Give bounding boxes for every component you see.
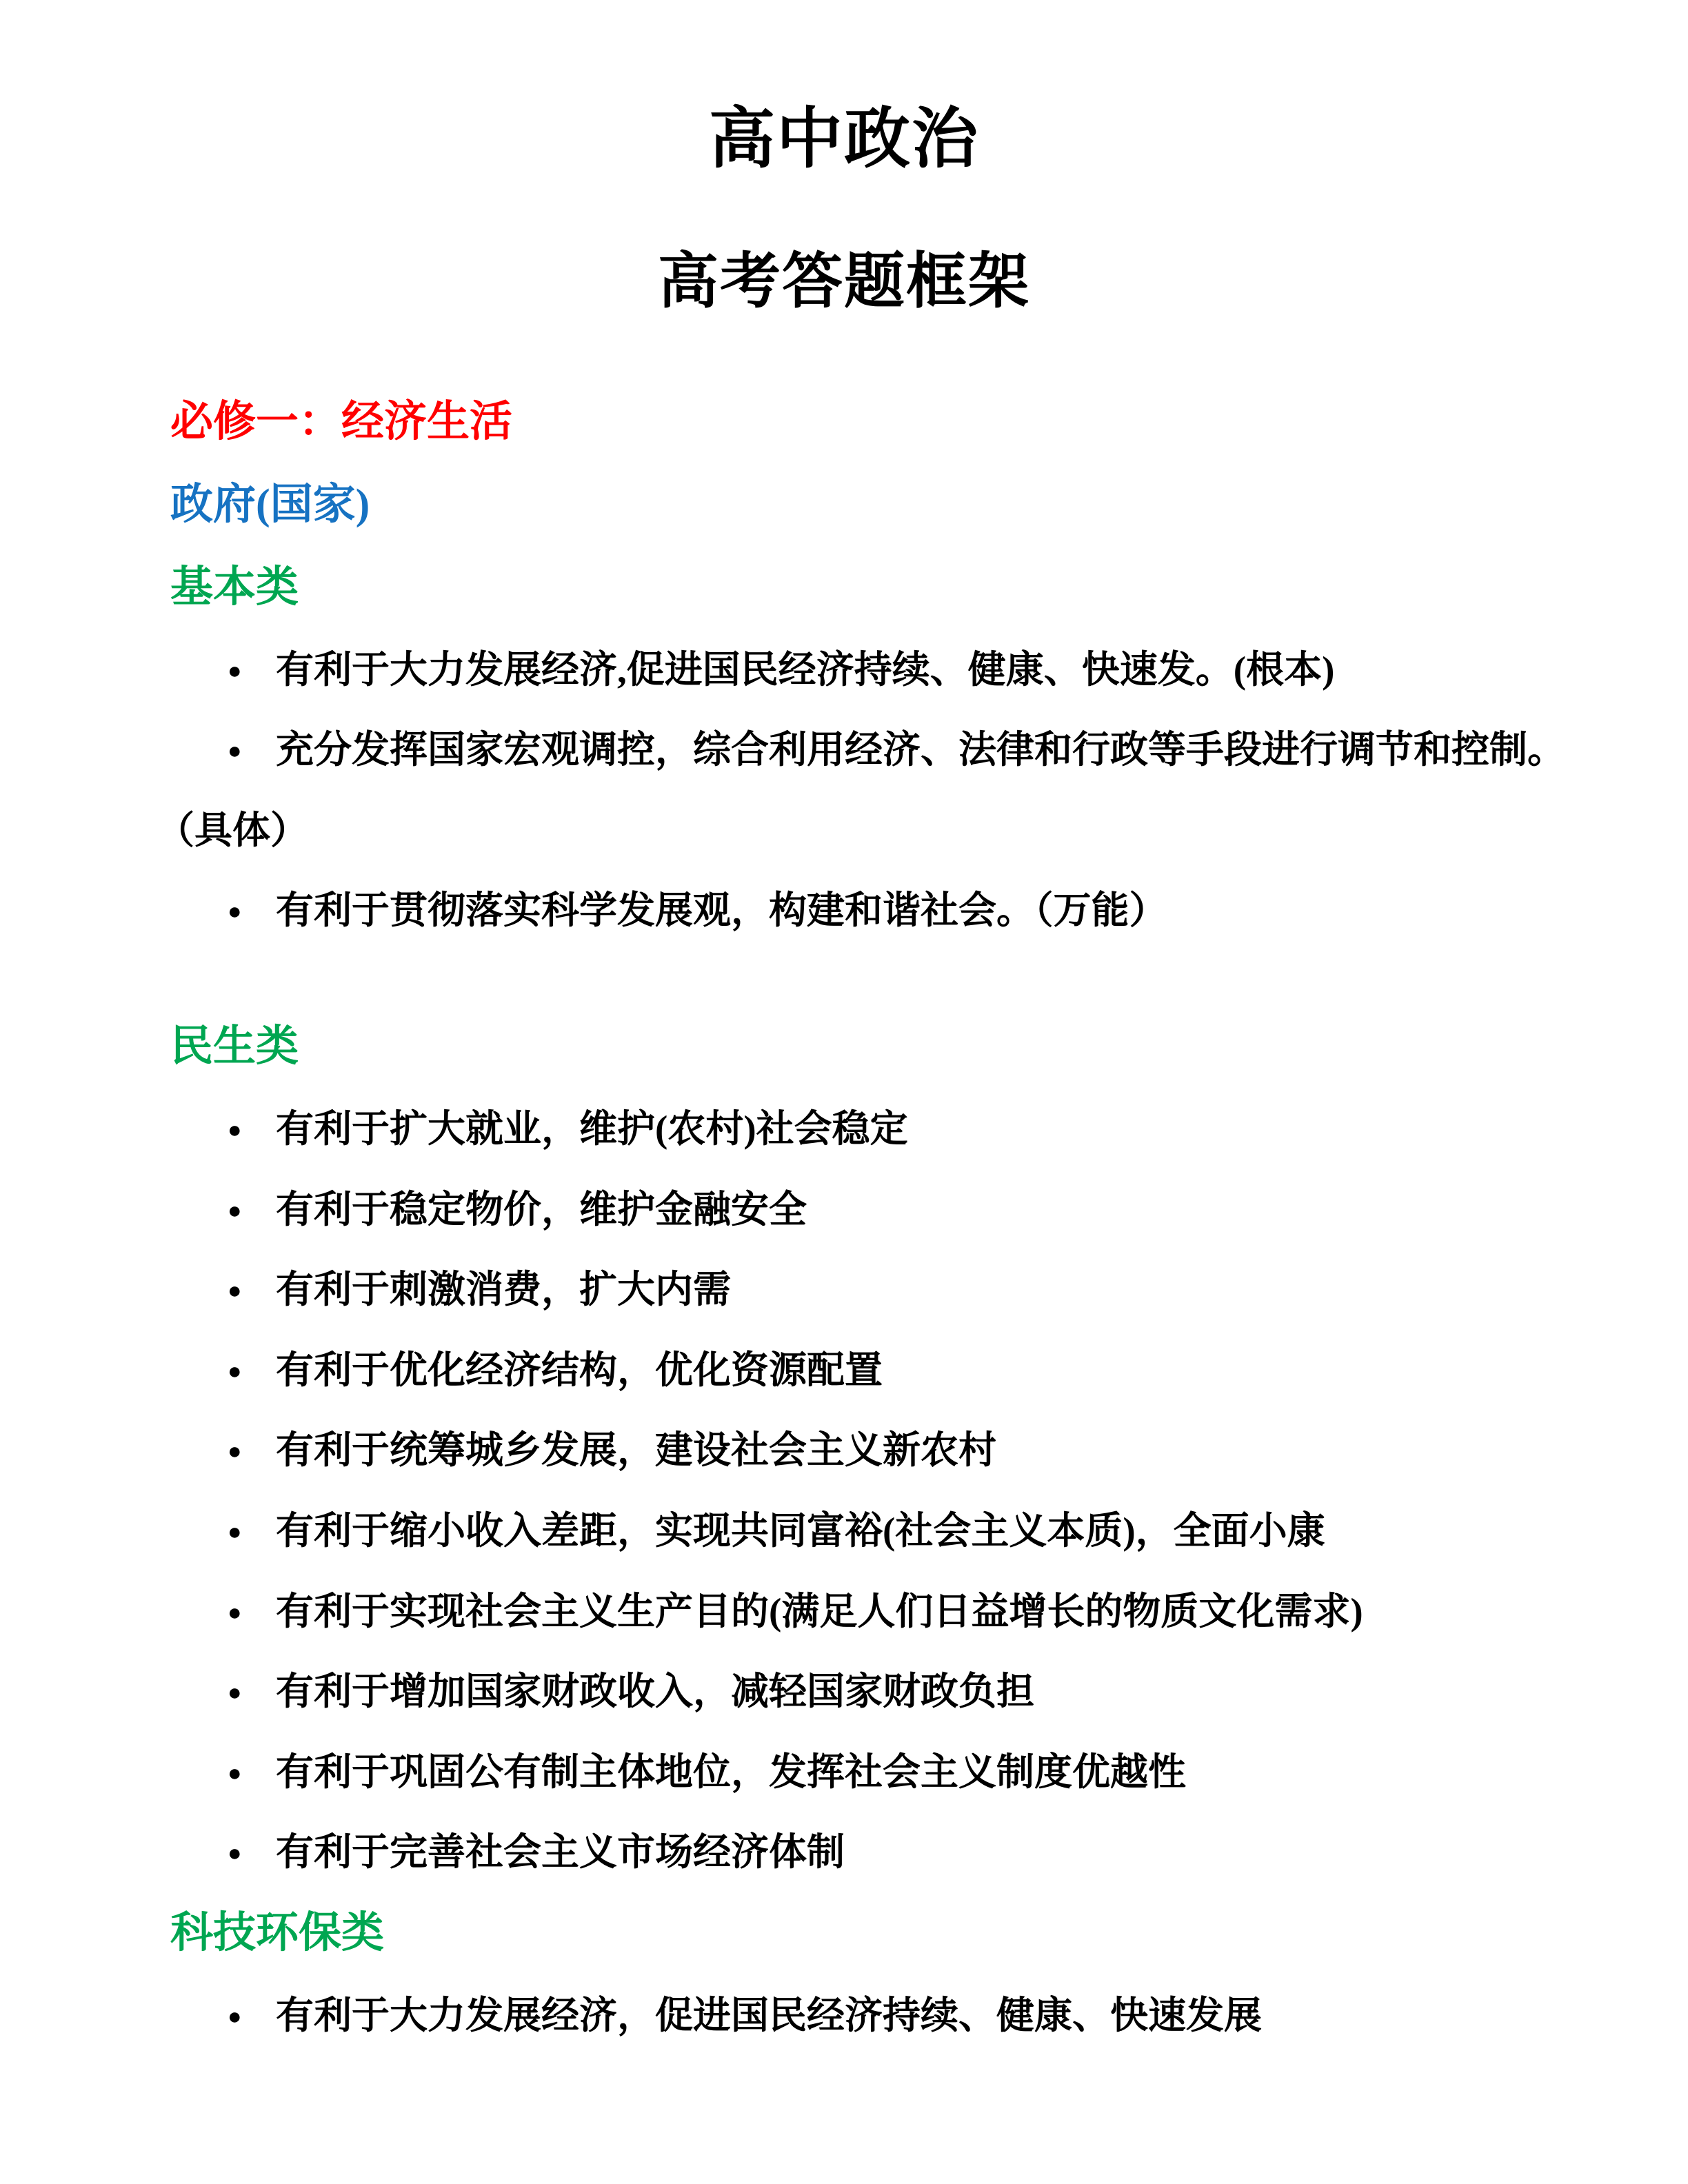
bullet-text: 有利于实现社会主义生产目的(满足人们日益增长的物质文化需求) xyxy=(276,1590,1363,1632)
doc-subtitle: 高考答题框架 xyxy=(657,248,1030,316)
bullet-icon: ● xyxy=(228,1841,242,1867)
section-heading-red: 必修一：经济生活 xyxy=(170,398,513,445)
list-item xyxy=(157,1510,1579,1553)
bullet-icon: ● xyxy=(228,658,242,684)
list-item xyxy=(157,1268,1579,1311)
list-item xyxy=(157,1429,1579,1472)
list-item xyxy=(157,1670,1579,1713)
list-item xyxy=(157,889,1579,932)
section-heading-green: 民生类 xyxy=(170,1023,299,1071)
list-item xyxy=(157,1590,1579,1633)
list-item xyxy=(157,1349,1579,1392)
bullet-text: 有利于贯彻落实科学发展观，构建和谐社会。（万能） xyxy=(276,889,1167,932)
bullet-icon: ● xyxy=(228,1680,242,1706)
bullet-text: 有利于增加国家财政收入，减轻国家财政负担 xyxy=(276,1670,1035,1713)
section-heading-blue: 政府(国家) xyxy=(170,481,370,528)
bullet-text: 有利于扩大就业，维护(农村)社会稳定 xyxy=(276,1108,908,1151)
list-item xyxy=(157,1189,1579,1231)
bullet-icon: ● xyxy=(228,1760,242,1786)
bullet-icon: ● xyxy=(228,1197,242,1224)
document-header xyxy=(0,103,1688,315)
bullet-icon: ● xyxy=(228,1519,242,1546)
bullet-text: 有利于大力发展经济,促进国民经济持续、健康、快速发。(根本) xyxy=(276,648,1335,691)
list-item xyxy=(157,1994,1579,2037)
list-item xyxy=(157,1108,1579,1151)
bullet-icon: ● xyxy=(228,738,242,765)
section-spacer xyxy=(157,970,1579,1025)
document-body xyxy=(157,398,1579,2037)
bullet-icon: ● xyxy=(228,1358,242,1384)
doc-title: 高中政治 xyxy=(709,102,979,176)
bullet-text: 有利于完善社会主义市场经济体制 xyxy=(276,1831,845,1874)
bullet-text: 充分发挥国家宏观调控，综合利用经济、法律和行政等手段进行调节和控制。 xyxy=(276,729,1566,771)
bullet-text: 有利于统筹城乡发展，建设社会主义新农村 xyxy=(276,1429,997,1472)
section-heading-green: 基本类 xyxy=(170,563,299,611)
list-item xyxy=(157,1751,1579,1794)
list-item xyxy=(157,1831,1579,1874)
bullet-text: 有利于稳定物价，维护金融安全 xyxy=(276,1188,807,1231)
bullet-icon: ● xyxy=(228,1278,242,1304)
bullet-text: 有利于大力发展经济，促进国民经济持续、健康、快速发展 xyxy=(276,1994,1263,2037)
bullet-icon: ● xyxy=(228,1439,242,1465)
list-item xyxy=(157,649,1579,691)
bullet-text: 有利于优化经济结构，优化资源配置 xyxy=(276,1348,883,1391)
bullet-icon: ● xyxy=(228,2004,242,2030)
wrap-continuation-line: （具体） xyxy=(157,809,309,851)
bullet-text: 有利于巩固公有制主体地位，发挥社会主义制度优越性 xyxy=(276,1750,1187,1793)
section-heading-green: 科技环保类 xyxy=(170,1910,385,1957)
list-item xyxy=(157,729,1579,771)
bullet-icon: ● xyxy=(228,1599,242,1626)
bullet-text: 有利于缩小收入差距，实现共同富裕(社会主义本质)，全面小康 xyxy=(276,1510,1325,1553)
bullet-icon: ● xyxy=(228,1118,242,1144)
bullet-icon: ● xyxy=(228,899,242,925)
bullet-text: 有利于刺激消费，扩大内需 xyxy=(276,1268,732,1311)
